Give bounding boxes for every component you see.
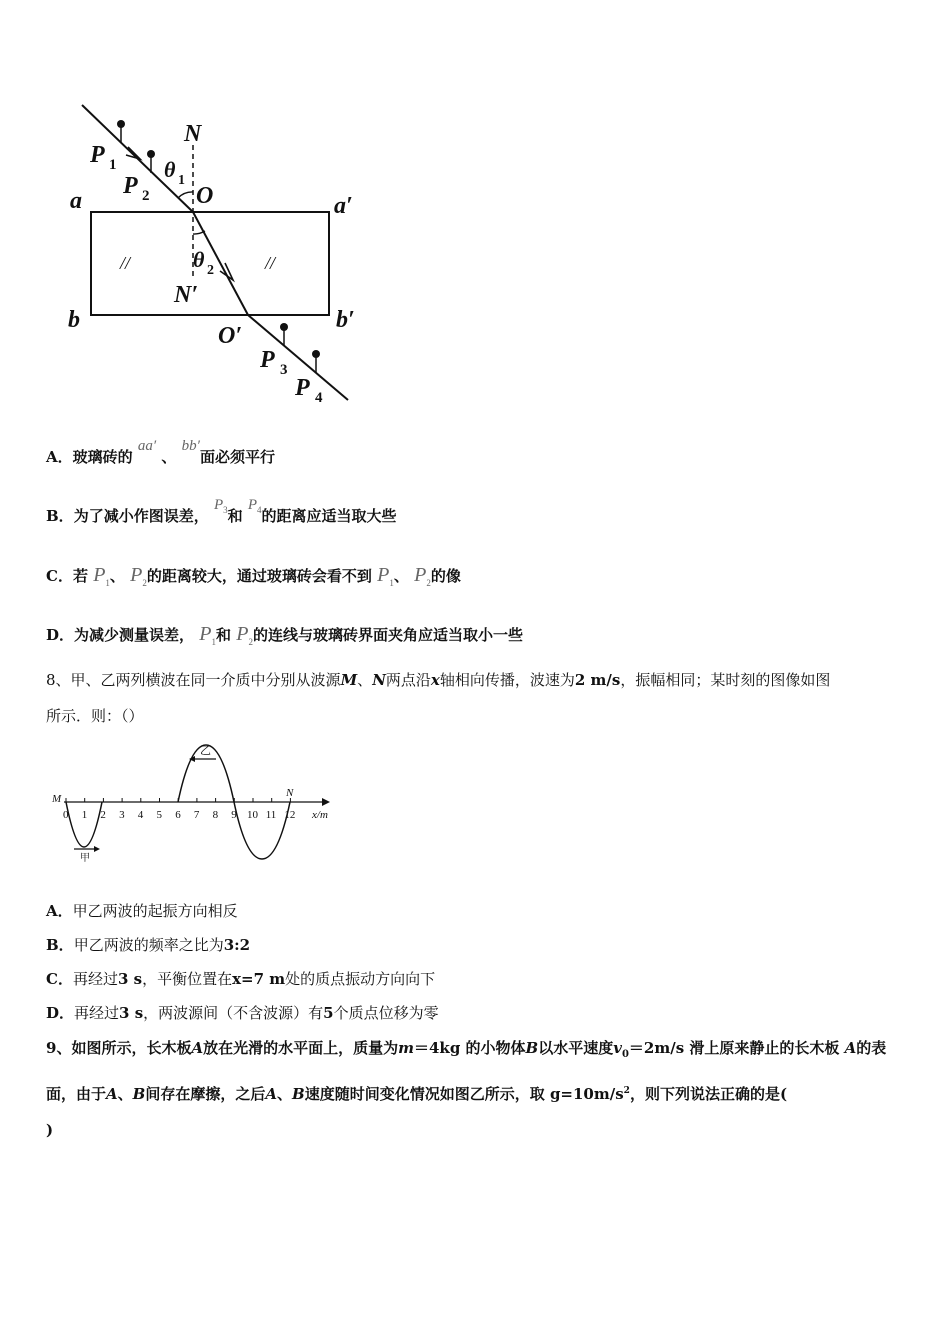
wave-figure: [44, 740, 344, 865]
label-P1-sub: 1: [109, 157, 117, 173]
label-theta2-sub: 2: [207, 263, 214, 278]
tick-label: 9: [231, 809, 237, 821]
hatch-left: //: [120, 253, 131, 273]
axis-label: x/m: [312, 809, 328, 821]
symbol-p4: $P_4$: [247, 497, 262, 515]
arrow-jia-head: [94, 846, 100, 852]
label-N: N: [286, 787, 294, 799]
symbol-p3: $P_3$: [213, 497, 228, 515]
symbol-p1-d: $P_1$: [199, 623, 216, 647]
tick-label: 4: [137, 809, 144, 821]
label-P2-sub: 2: [142, 188, 150, 204]
label-a-prime: a′: [334, 193, 353, 219]
label-M: M: [52, 793, 62, 805]
q8-stem: 8、甲、乙两列横波在同一介质中分别从波源M、N两点沿x轴相向传播，波速为2 m/s，振幅相同；某时刻的图像如图 所示．则：（）: [46, 671, 831, 725]
label-theta1: θ: [164, 157, 176, 182]
label-N: N: [184, 121, 202, 147]
label-b-prime: b′: [336, 307, 355, 333]
label-yi: 乙: [200, 745, 211, 757]
q8-option-a: A．甲乙两波的起振方向相反: [46, 902, 238, 920]
label-jia: 甲: [80, 853, 90, 864]
q8-option-b: B．甲乙两波的频率之比为3:2: [46, 936, 251, 954]
hatch-right: //: [265, 253, 276, 273]
label-b: b: [68, 307, 80, 333]
symbol-bb-prime: bb′: [181, 438, 200, 454]
label-theta2: θ: [193, 247, 205, 272]
tick-label: 3: [119, 809, 125, 821]
label-N-prime: N′: [174, 282, 199, 308]
q8-option-c: C．再经过3 s，平衡位置在x=7 m处的质点振动方向向下: [46, 970, 436, 988]
q7-option-b: B．为了减小作图误差， $P_3$和 $P_4$的距离应适当取大些: [46, 497, 397, 525]
q9-stem: 9、如图所示，长木板A放在光滑的水平面上，质量为m＝4kg 的小物体B以水平速度$v_0=2m/s$ 滑上原来静止的长木板 A的表面，由于A、B间存在摩擦，之后A、B速度随时间变化情况如图乙所示，取 $g=10m/s^2$，则下列说法正确的是( ): [46, 1039, 887, 1139]
symbol-aa-prime: aa′: [137, 438, 157, 454]
label-theta1-sub: 1: [178, 173, 185, 188]
tick-label: 12: [284, 809, 296, 821]
symbol-p2: $P_2$: [130, 564, 147, 588]
tick-label: 2: [100, 809, 106, 821]
tick-label: 10: [247, 809, 258, 821]
label-P4-sub: 4: [315, 390, 323, 406]
q7-option-d: D．为减少测量误差， $P_1$和 $P_2$的连线与玻璃砖界面夹角应适当取小一些: [46, 623, 523, 647]
label-P4: P: [295, 375, 310, 401]
label-P3-sub: 3: [280, 362, 288, 378]
q7-option-c: C．若 $P_1$、 $P_2$的距离较大，通过玻璃砖会看不到 $P_1$、 $P_2$的像: [46, 564, 461, 588]
label-P2: P: [123, 173, 138, 199]
tick-label: 0: [63, 809, 69, 821]
label-P1: P: [90, 142, 105, 168]
tick-label: 7: [193, 809, 200, 821]
tick-label: 1: [81, 809, 88, 821]
theta1-arc: [178, 192, 193, 198]
tick-label: 8: [212, 809, 219, 821]
x-axis-arrow: [322, 798, 330, 806]
symbol-p2-b: $P_2$: [414, 564, 431, 588]
symbol-p1: $P_1$: [93, 564, 110, 588]
tick-label: 11: [265, 809, 277, 821]
q7-option-a: A．玻璃砖的 aa′ 、 bb′面必须平行: [46, 438, 275, 466]
refraction-figure: [60, 95, 380, 415]
symbol-p2-d: $P_2$: [236, 623, 253, 647]
symbol-p1-b: $P_1$: [377, 564, 394, 588]
label-O: O: [196, 183, 214, 209]
label-a: a: [70, 188, 82, 214]
tick-label: 5: [156, 809, 162, 821]
tick-label: 6: [175, 809, 181, 821]
q8-option-d: D．再经过3 s，两波源间（不含波源）有5个质点位移为零: [46, 1004, 439, 1022]
theta2-arc: [193, 231, 205, 234]
label-P3: P: [260, 347, 275, 373]
label-O-prime: O′: [218, 323, 243, 349]
